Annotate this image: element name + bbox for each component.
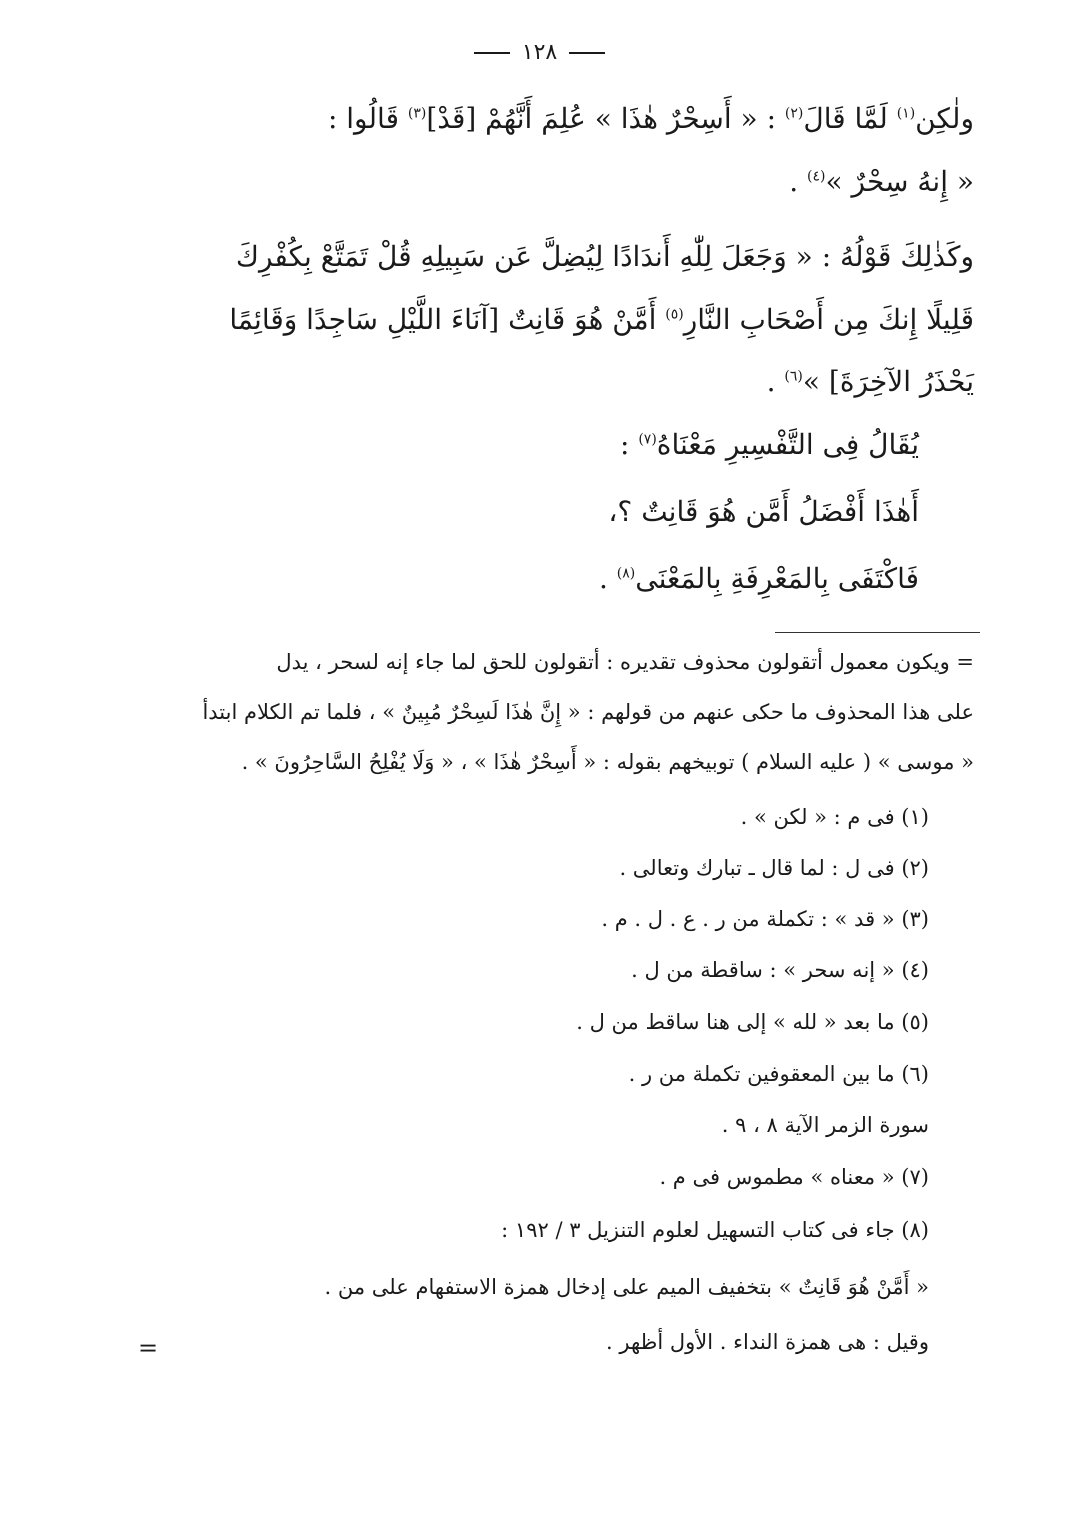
footnote-ref: (٧) — [638, 431, 657, 448]
footnote-8-continuation: وقيل : هى همزة النداء . الأول أظهر . — [606, 1330, 929, 1354]
continuation-mark: = — [138, 1334, 159, 1362]
footnote-3: (٣) « قد » : تكملة من ر . ع . ل . م . — [601, 907, 929, 931]
footnote-4: (٤) « إنه سحر » : ساقطة من ل . — [631, 958, 929, 982]
footnote-7: (٧) « معناه » مطموس فى م . — [659, 1165, 929, 1189]
left-dash — [474, 52, 510, 54]
footnote-separator — [775, 632, 980, 633]
footnote-8-quote: « أَمَّنْ هُوَ قَانِتٌ » بتخفيف الميم على إدخال همزة الاستفهام على من . — [324, 1275, 929, 1299]
footnote-ref: (٣) — [407, 105, 427, 122]
main-line-6: يُقَالُ فِى التَّفْسِيرِ مَعْنَاهُ$^{(٧)}$ : — [619, 428, 919, 461]
footnote-6: (٦) ما بين المعقوفين تكملة من ر . — [628, 1062, 929, 1086]
footnote-ref: (١) — [896, 105, 916, 122]
main-line-1: ولٰكِن$^{(١)}$ لَمَّا قَالَ$^{(٢)}$ : « أَسِحْرٌ هٰذَا » عُلِمَ أَنَّهُمْ [قَدْ]$^{(٣)}$ قَالُوا : — [327, 102, 974, 135]
main-line-2: « إِنهُ سِحْرٌ »$^{(٤)}$ . — [789, 165, 974, 198]
main-line-5: يَحْذَرُ الآخِرَةَ] »$^{(٦)}$ . — [766, 365, 974, 398]
footnote-2: (٢) فى ل : لما قال ـ تبارك وتعالى . — [619, 856, 929, 880]
footnote-ref: (٤) — [807, 168, 826, 185]
footnote-1: (١) فى م : « لكن » . — [740, 805, 929, 829]
main-line-4: قَلِيلًا إِنكَ مِن أَصْحَابِ النَّارِ$^{(٥)}$ أَمَّنْ هُوَ قَانِتٌ [آنَاءَ اللَّيْلِ سَاجِدًا وَقَائِمًا — [229, 303, 974, 336]
footnote-ref: (٦) — [784, 368, 803, 385]
footnote-8: (٨) جاء فى كتاب التسهيل لعلوم التنزيل ٣ / ١٩٢ : — [501, 1218, 929, 1242]
footnote-line-2: على هذا المحذوف ما حكى عنهم من قولهم : « إِنَّ هٰذَا لَسِحْرٌ مُبِينٌ » ، فلما تم الكلام ابتدأ — [202, 700, 974, 724]
footnote-ref: (٨) — [616, 565, 636, 582]
page-number: ١٢٨ — [0, 40, 1079, 65]
right-dash — [569, 52, 605, 54]
footnote-line-1: = ويكون معمول أتقولون محذوف تقديره : أتقولون للحق لما جاء إنه لسحر ، يدل — [276, 650, 974, 674]
footnote-5: (٥) ما بعد « لله » إلى هنا ساقط من ل . — [576, 1010, 929, 1034]
footnote-ref: (٢) — [784, 105, 804, 122]
footnote-ref: (٥) — [665, 306, 684, 323]
main-line-3: وكَذٰلِكَ قَوْلُهُ : « وَجَعَلَ لِلّٰهِ أَندَادًا لِيُضِلَّ عَن سَبِيلِهِ قُلْ تَمَتَّعْ بِكُفْرِكَ — [235, 240, 974, 273]
footnote-6-reference: سورة الزمر الآية ٨ ، ٩ . — [721, 1113, 929, 1137]
footnote-line-3: « موسى » ( عليه السلام ) توبيخهم بقوله : « أَسِحْرٌ هٰذَا » ، « وَلَا يُفْلِحُ السَّاحِرُونَ » . — [241, 750, 974, 774]
main-line-8: فَاكْتَفَى بِالمَعْرِفَةِ بِالمَعْنَى$^{(٨)}$ . — [598, 562, 919, 595]
main-line-7: أَهٰذَا أَفْضَلُ أَمَّن هُوَ قَانِتٌ ؟، — [608, 495, 919, 528]
